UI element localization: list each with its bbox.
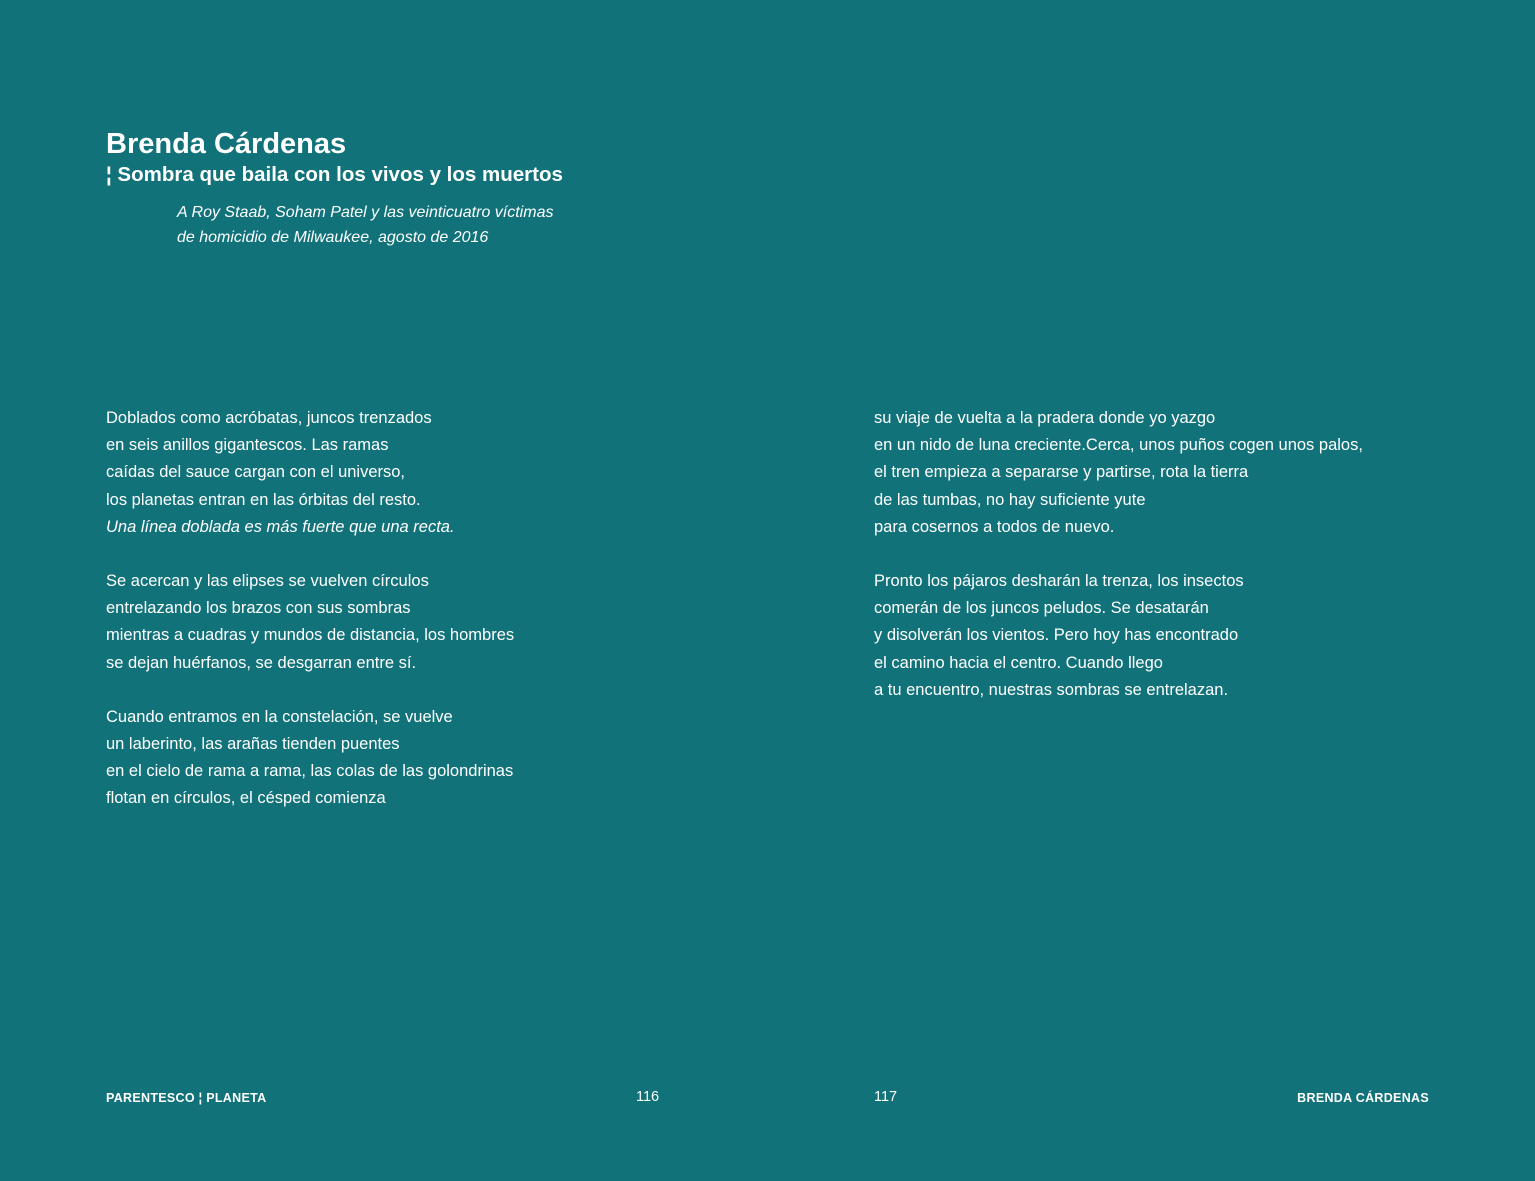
right-page-poem-column (874, 405, 1363, 704)
right-page-number: 117 (874, 1089, 898, 1105)
stanza (106, 405, 514, 541)
poem-line: los planetas entran en las órbitas del resto. (106, 490, 421, 509)
dedication-line: de homicidio de Milwaukee, agosto de 2016 (177, 229, 489, 246)
poem-title: ¦ Sombra que baila con los vivos y los muertos (106, 163, 563, 186)
poem-line: para cosernos a todos de nuevo. (874, 517, 1115, 536)
poem-line: y disolverán los vientos. Pero hoy has encontrado (874, 626, 1239, 645)
dedication (177, 200, 553, 250)
poem-line: mientras a cuadras y mundos de distancia, los hombres (106, 626, 515, 645)
poem-line: se dejan huérfanos, se desgarran entre sí. (106, 653, 417, 672)
poem-line: entrelazando los brazos con sus sombras (106, 599, 411, 618)
right-running-head: BRENDA CÁRDENAS (1297, 1091, 1429, 1105)
left-page-poem-column (106, 405, 514, 813)
stanza (106, 704, 514, 813)
left-page-number: 116 (636, 1089, 660, 1105)
poem-line: de las tumbas, no hay suficiente yute (874, 490, 1146, 509)
poem-line: caídas del sauce cargan con el universo, (106, 463, 406, 482)
poem-line: el camino hacia el centro. Cuando llego (874, 653, 1163, 672)
poem-line: en seis anillos gigantescos. Las ramas (106, 436, 389, 455)
poem-line: Se acercan y las elipses se vuelven círculos (106, 572, 429, 591)
stanza (874, 568, 1363, 704)
poem-line: Cuando entramos en la constelación, se vuelve (106, 707, 453, 726)
poem-line: Una línea doblada es más fuerte que una recta. (106, 517, 455, 536)
poem-line: en un nido de luna creciente.Cerca, unos puños cogen unos palos, (874, 436, 1363, 455)
poem-line: a tu encuentro, nuestras sombras se entrelazan. (874, 680, 1229, 699)
stanza (874, 405, 1363, 541)
poem-line: su viaje de vuelta a la pradera donde yo yazgo (874, 409, 1216, 427)
stanza (106, 568, 514, 677)
poet-name: Brenda Cárdenas (106, 128, 347, 160)
poem-line: Doblados como acróbatas, juncos trenzados (106, 409, 432, 427)
poem-line: en el cielo de rama a rama, las colas de las golondrinas (106, 762, 514, 781)
poem-line: flotan en círculos, el césped comienza (106, 789, 386, 808)
poem-line: el tren empieza a separarse y partirse, rota la tierra (874, 463, 1249, 482)
poem-line: comerán de los juncos peludos. Se desatarán (874, 599, 1209, 618)
poem-line: un laberinto, las arañas tienden puentes (106, 735, 400, 754)
dedication-line: A Roy Staab, Soham Patel y las veinticuatro víctimas (177, 204, 554, 221)
poem-line: Pronto los pájaros desharán la trenza, los insectos (874, 572, 1244, 591)
left-running-head: PARENTESCO ¦ PLANETA (106, 1091, 267, 1105)
